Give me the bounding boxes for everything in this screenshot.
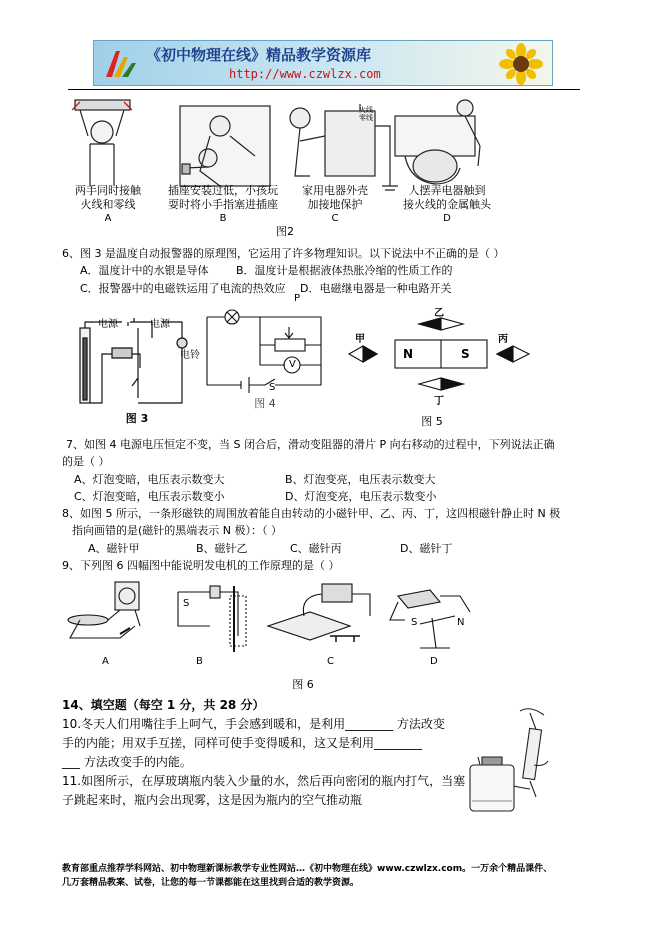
q7-stem-line1: 7、如图 4 电源电压恒定不变，当 S 闭合后，滑动变阻器的滑片 P 向右移动的过程中，下列说法正确 [66,438,555,451]
figure2-illustrations [60,96,500,196]
figure5-label-s: S [461,347,470,361]
figure3-label-power-1: 电源 [98,319,118,330]
bottle-pump-illustration [460,705,570,817]
figure2-panel-c-tag: 火线零线 [359,106,373,122]
figure6-letter-a: A [102,656,109,667]
banner-title: 《初中物理在线》精品教学资源库 [146,46,372,64]
q6-option-a: A．温度计中的水银是导体 [80,264,209,277]
q7-option-a: A、灯泡变暗，电压表示数变大 [74,473,225,486]
header-banner [93,40,553,86]
figure5-label-yi: 乙 [434,308,444,319]
q6-option-b: B．温度计是根据液体热胀冷缩的性质工作的 [236,264,453,277]
banner-url[interactable]: http://www.czwlzx.com [229,67,381,81]
q8-option-d: D、磁针丁 [400,542,453,555]
q10-line1: 10.冬天人们用嘴往手上呵气，手会感到暖和，是利用________ 方法改变 [62,717,445,731]
figure4-label-p: P [294,293,301,304]
figure4-label-v: V [289,359,296,370]
q6-stem: 6、图 3 是温度自动报警器的原理图，它运用了许多物理知识。以下说法中不正确的是（ ） [62,247,505,260]
figure6-letter-b: B [196,656,203,667]
q7-option-c: C、灯泡变暗，电压表示数变小 [74,490,225,503]
section14-heading: 14、填空题（每空 1 分，共 28 分） [62,698,265,712]
q7-stem-line2: 的是（ ） [62,455,110,468]
figure4-circuit [205,305,327,395]
figure5-magnets [345,300,545,410]
figure5-caption: 图 5 [421,415,443,428]
q8-option-b: B、磁针乙 [196,542,248,555]
figure2-panel-d-text: 人摆弄电器触到 接火线的金属触头 D [403,184,491,224]
figure6-letter-d: D [430,656,438,667]
footer-line2: 几万套精品教案、试卷，让您的每一节课都能在这里找到合适的教学资源。 [62,878,360,888]
figure3-caption: 图 3 [125,412,149,425]
figure3-label-bell: 电铃 [180,350,200,361]
footer-line1: 教育部重点推荐学科网站、初中物理新课标教学专业性网站…《初中物理在线》www.czwlzx.com。一万余个精品课件、 [62,864,553,874]
figure6-letter-c: C [327,656,334,667]
figure6-caption: 图 6 [292,678,314,691]
site-logo [102,47,138,81]
figure5-label-bing: 丙 [498,334,508,345]
figure5-label-ding: 丁 [434,396,444,407]
q8-option-a: A、磁针甲 [88,542,140,555]
figure6-label-s-b: S [183,598,190,609]
q10-line2: 手的内能；用双手互搓，同样可使手变得暖和，这又是利用________ [62,736,423,750]
q9-stem: 9、下列图 6 四幅图中能说明发电机的工作原理的是（ ） [62,559,340,572]
figure6-label-n-d: N [457,617,465,628]
q6-option-c: C．报警器中的电磁铁运用了电流的热效应 [80,282,286,295]
q8-option-c: C、磁针丙 [290,542,342,555]
header-rule [68,89,580,90]
figure2-panel-a-text: 两手同时接触 火线和零线 A [75,184,141,224]
q7-option-b: B、灯泡变亮，电压表示数变大 [285,473,436,486]
figure3-label-power-2: 电源 [150,319,170,330]
q8-stem-line2: 指向画错的是(磁针的黑端表示 N 极）：（ ） [72,524,283,537]
q11-line1: 11.如图所示，在厚玻璃瓶内装入少量的水，然后再向密闭的瓶内打气，当塞 [62,774,466,788]
figure4-caption: 图 4 [254,397,276,410]
sunflower-icon [499,43,543,85]
q7-option-d: D、灯泡变亮，电压表示数变小 [285,490,437,503]
q6-option-d: D．电磁继电器是一种电路开关 [300,282,452,295]
figure4-label-s: S [269,382,276,393]
figure2-panel-b-text: 插座安装过低，小孩玩 耍时将小手指塞进插座 B [168,184,278,224]
figure6-label-s-d: S [411,617,418,628]
figure6-diagrams [60,576,480,654]
figure2-panel-c-text: 家用电器外壳 加接地保护 C [302,184,368,224]
figure5-label-jia: 甲 [355,334,365,345]
figure5-label-n: N [403,347,414,361]
q11-line2: 子跳起来时，瓶内会出现雾，这是因为瓶内的空气推动瓶 [62,793,363,807]
q10-line3: ___ 方法改变手的内能。 [62,755,192,769]
figure2-caption: 图2 [276,225,294,238]
q8-stem-line1: 8、如图 5 所示，一条形磁铁的周围放着能自由转动的小磁针甲、乙、丙、丁，这四根磁针静止时 N 极 [62,507,561,520]
